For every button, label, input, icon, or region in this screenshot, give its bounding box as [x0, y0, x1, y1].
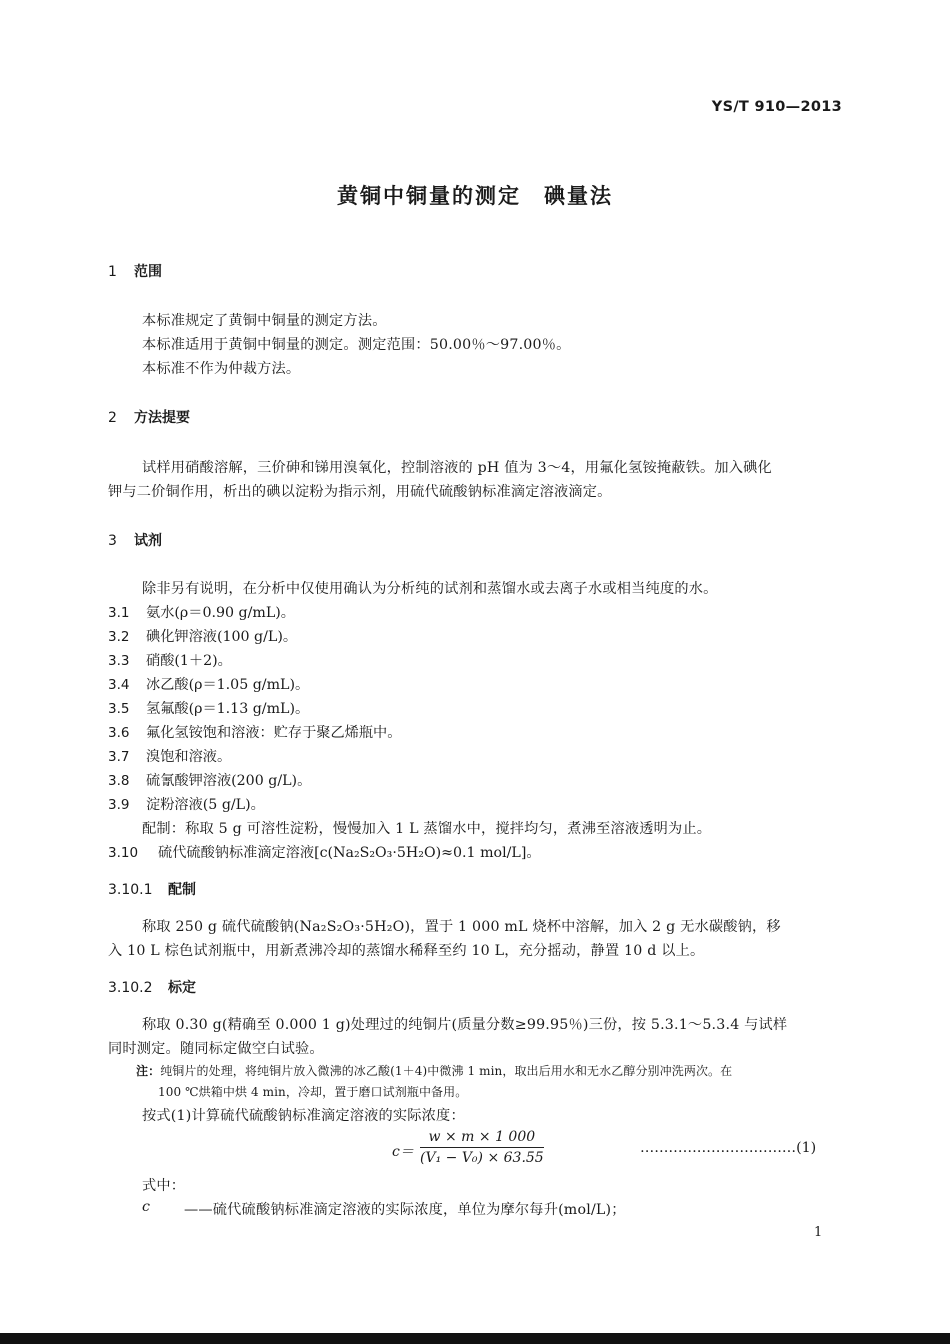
- list-item: [108, 722, 401, 742]
- item-text: 硫氰酸钾溶液(200 g/L)。: [146, 773, 312, 789]
- list-item: [108, 674, 309, 694]
- item-number: 3.3: [108, 653, 130, 669]
- paragraph-line: 称取 250 g 硫代硫酸钠(Na₂S₂O₃·5H₂O)，置于 1 000 mL 烧杯中溶解，加入 2 g 无水碳酸钠，移: [142, 919, 781, 935]
- list-item: [108, 794, 265, 814]
- paragraph-line: 试样用硝酸溶解，三价砷和锑用溴氧化，控制溶液的 pH 值为 3～4，用氟化氢铵掩蔽铁。加入碘化: [142, 460, 772, 476]
- section-3-heading: [108, 530, 162, 550]
- section-number: 3.10.2: [108, 980, 153, 996]
- section-number: 2: [108, 410, 117, 426]
- where-label: 式中：: [142, 1178, 186, 1194]
- bottom-edge-bar: [0, 1333, 950, 1344]
- section-number: 3: [108, 533, 117, 549]
- note: [136, 1062, 732, 1079]
- section-number: 1: [108, 264, 117, 280]
- note-line: 100 ℃烘箱中烘 4 min，冷却，置于磨口试剂瓶中备用。: [158, 1085, 468, 1099]
- formula-number: ……………………………(1): [640, 1140, 817, 1156]
- item-number: 3.9: [108, 797, 130, 813]
- item-text: 碘化钾溶液(100 g/L)。: [146, 629, 298, 645]
- subsection-3-10-2-heading: [108, 977, 196, 997]
- list-item: [108, 770, 311, 790]
- section-2-heading: [108, 407, 190, 427]
- subsection-3-10-1-heading: [108, 879, 196, 899]
- item-number: 3.7: [108, 749, 130, 765]
- document-title: 黄铜中铜量的测定 碘量法: [337, 184, 613, 208]
- standard-number: YS/T 910—2013: [711, 99, 842, 115]
- item-number: 3.6: [108, 725, 130, 741]
- section-title: 标定: [168, 980, 196, 996]
- paragraph-line: 钾与二价铜作用，析出的碘以淀粉为指示剂，用硫代硫酸钠标准滴定溶液滴定。: [108, 484, 612, 500]
- item-number: 3.10: [108, 845, 139, 861]
- formula-lhs: c＝: [392, 1144, 414, 1160]
- page-number: 1: [814, 1225, 823, 1240]
- paragraph-line: 同时测定。随同标定做空白试验。: [108, 1041, 324, 1057]
- section-title: 范围: [134, 264, 162, 280]
- variable-description: ——硫代硫酸钠标准滴定溶液的实际浓度，单位为摩尔每升(mol/L)；: [184, 1202, 626, 1218]
- list-item: [108, 602, 295, 622]
- formula-denominator: (V₁ − V₀) × 63.55: [420, 1150, 544, 1166]
- section-title: 试剂: [134, 533, 162, 549]
- paragraph-line: 入 10 L 棕色试剂瓶中，用新煮沸冷却的蒸馏水稀释至约 10 L，充分摇动，静置 10 d 以上。: [108, 943, 705, 959]
- section-number: 3.10.1: [108, 882, 153, 898]
- item-number: 3.1: [108, 605, 130, 621]
- item-text: 冰乙酸(ρ＝1.05 g/mL)。: [146, 677, 310, 693]
- paragraph: 本标准规定了黄铜中铜量的测定方法。: [142, 313, 387, 329]
- fraction-bar: [420, 1147, 544, 1148]
- section-title: 方法提要: [134, 410, 190, 426]
- note-text: 纯铜片的处理，将纯铜片放入微沸的冰乙酸(1＋4)中微沸 1 min，取出后用水和无水乙醇分别冲洗两次。在: [160, 1064, 733, 1078]
- section-title: 配制: [168, 882, 196, 898]
- paragraph-line: 称取 0.30 g(精确至 0.000 1 g)处理过的纯铜片(质量分数≥99.95％)三份，按 5.3.1～5.3.4 与试样: [142, 1017, 788, 1033]
- item-text: 硫代硫酸钠标准滴定溶液[c(Na₂S₂O₃·5H₂O)≈0.1 mol/L]。: [158, 845, 541, 861]
- item-text: 氨水(ρ＝0.90 g/mL)。: [146, 605, 295, 621]
- item-text: 淀粉溶液(5 g/L)。: [146, 797, 265, 813]
- item-text: 氟化氢铵饱和溶液：贮存于聚乙烯瓶中。: [146, 725, 402, 741]
- item-text: 氢氟酸(ρ＝1.13 g/mL)。: [146, 701, 310, 717]
- list-item: [108, 746, 231, 766]
- formula-numerator: w × m × 1 000: [428, 1129, 536, 1145]
- paragraph: 除非另有说明，在分析中仅使用确认为分析纯的试剂和蒸馏水或去离子水或相当纯度的水。: [142, 581, 718, 597]
- list-item: [108, 698, 309, 718]
- item-number: 3.8: [108, 773, 130, 789]
- note-label: 注：: [136, 1064, 161, 1078]
- item-number: 3.4: [108, 677, 130, 693]
- item-text: 硝酸(1＋2)。: [146, 653, 232, 669]
- list-item: [108, 650, 232, 670]
- formula-fraction: [420, 1129, 544, 1166]
- item-text: 溴饱和溶液。: [146, 749, 232, 765]
- paragraph: 本标准适用于黄铜中铜量的测定。测定范围：50.00％～97.00％。: [142, 337, 571, 353]
- item-number: 3.2: [108, 629, 130, 645]
- paragraph: 本标准不作为仲裁方法。: [142, 361, 301, 377]
- section-1-heading: [108, 261, 162, 281]
- item-number: 3.5: [108, 701, 130, 717]
- formula-intro: 按式(1)计算硫代硫酸钠标准滴定溶液的实际浓度：: [142, 1108, 465, 1124]
- list-item: [108, 626, 297, 646]
- variable-symbol: c: [142, 1199, 151, 1215]
- item-preparation: 配制：称取 5 g 可溶性淀粉，慢慢加入 1 L 蒸馏水中，搅拌均匀，煮沸至溶液透明为止。: [142, 821, 712, 837]
- list-item: [108, 842, 541, 862]
